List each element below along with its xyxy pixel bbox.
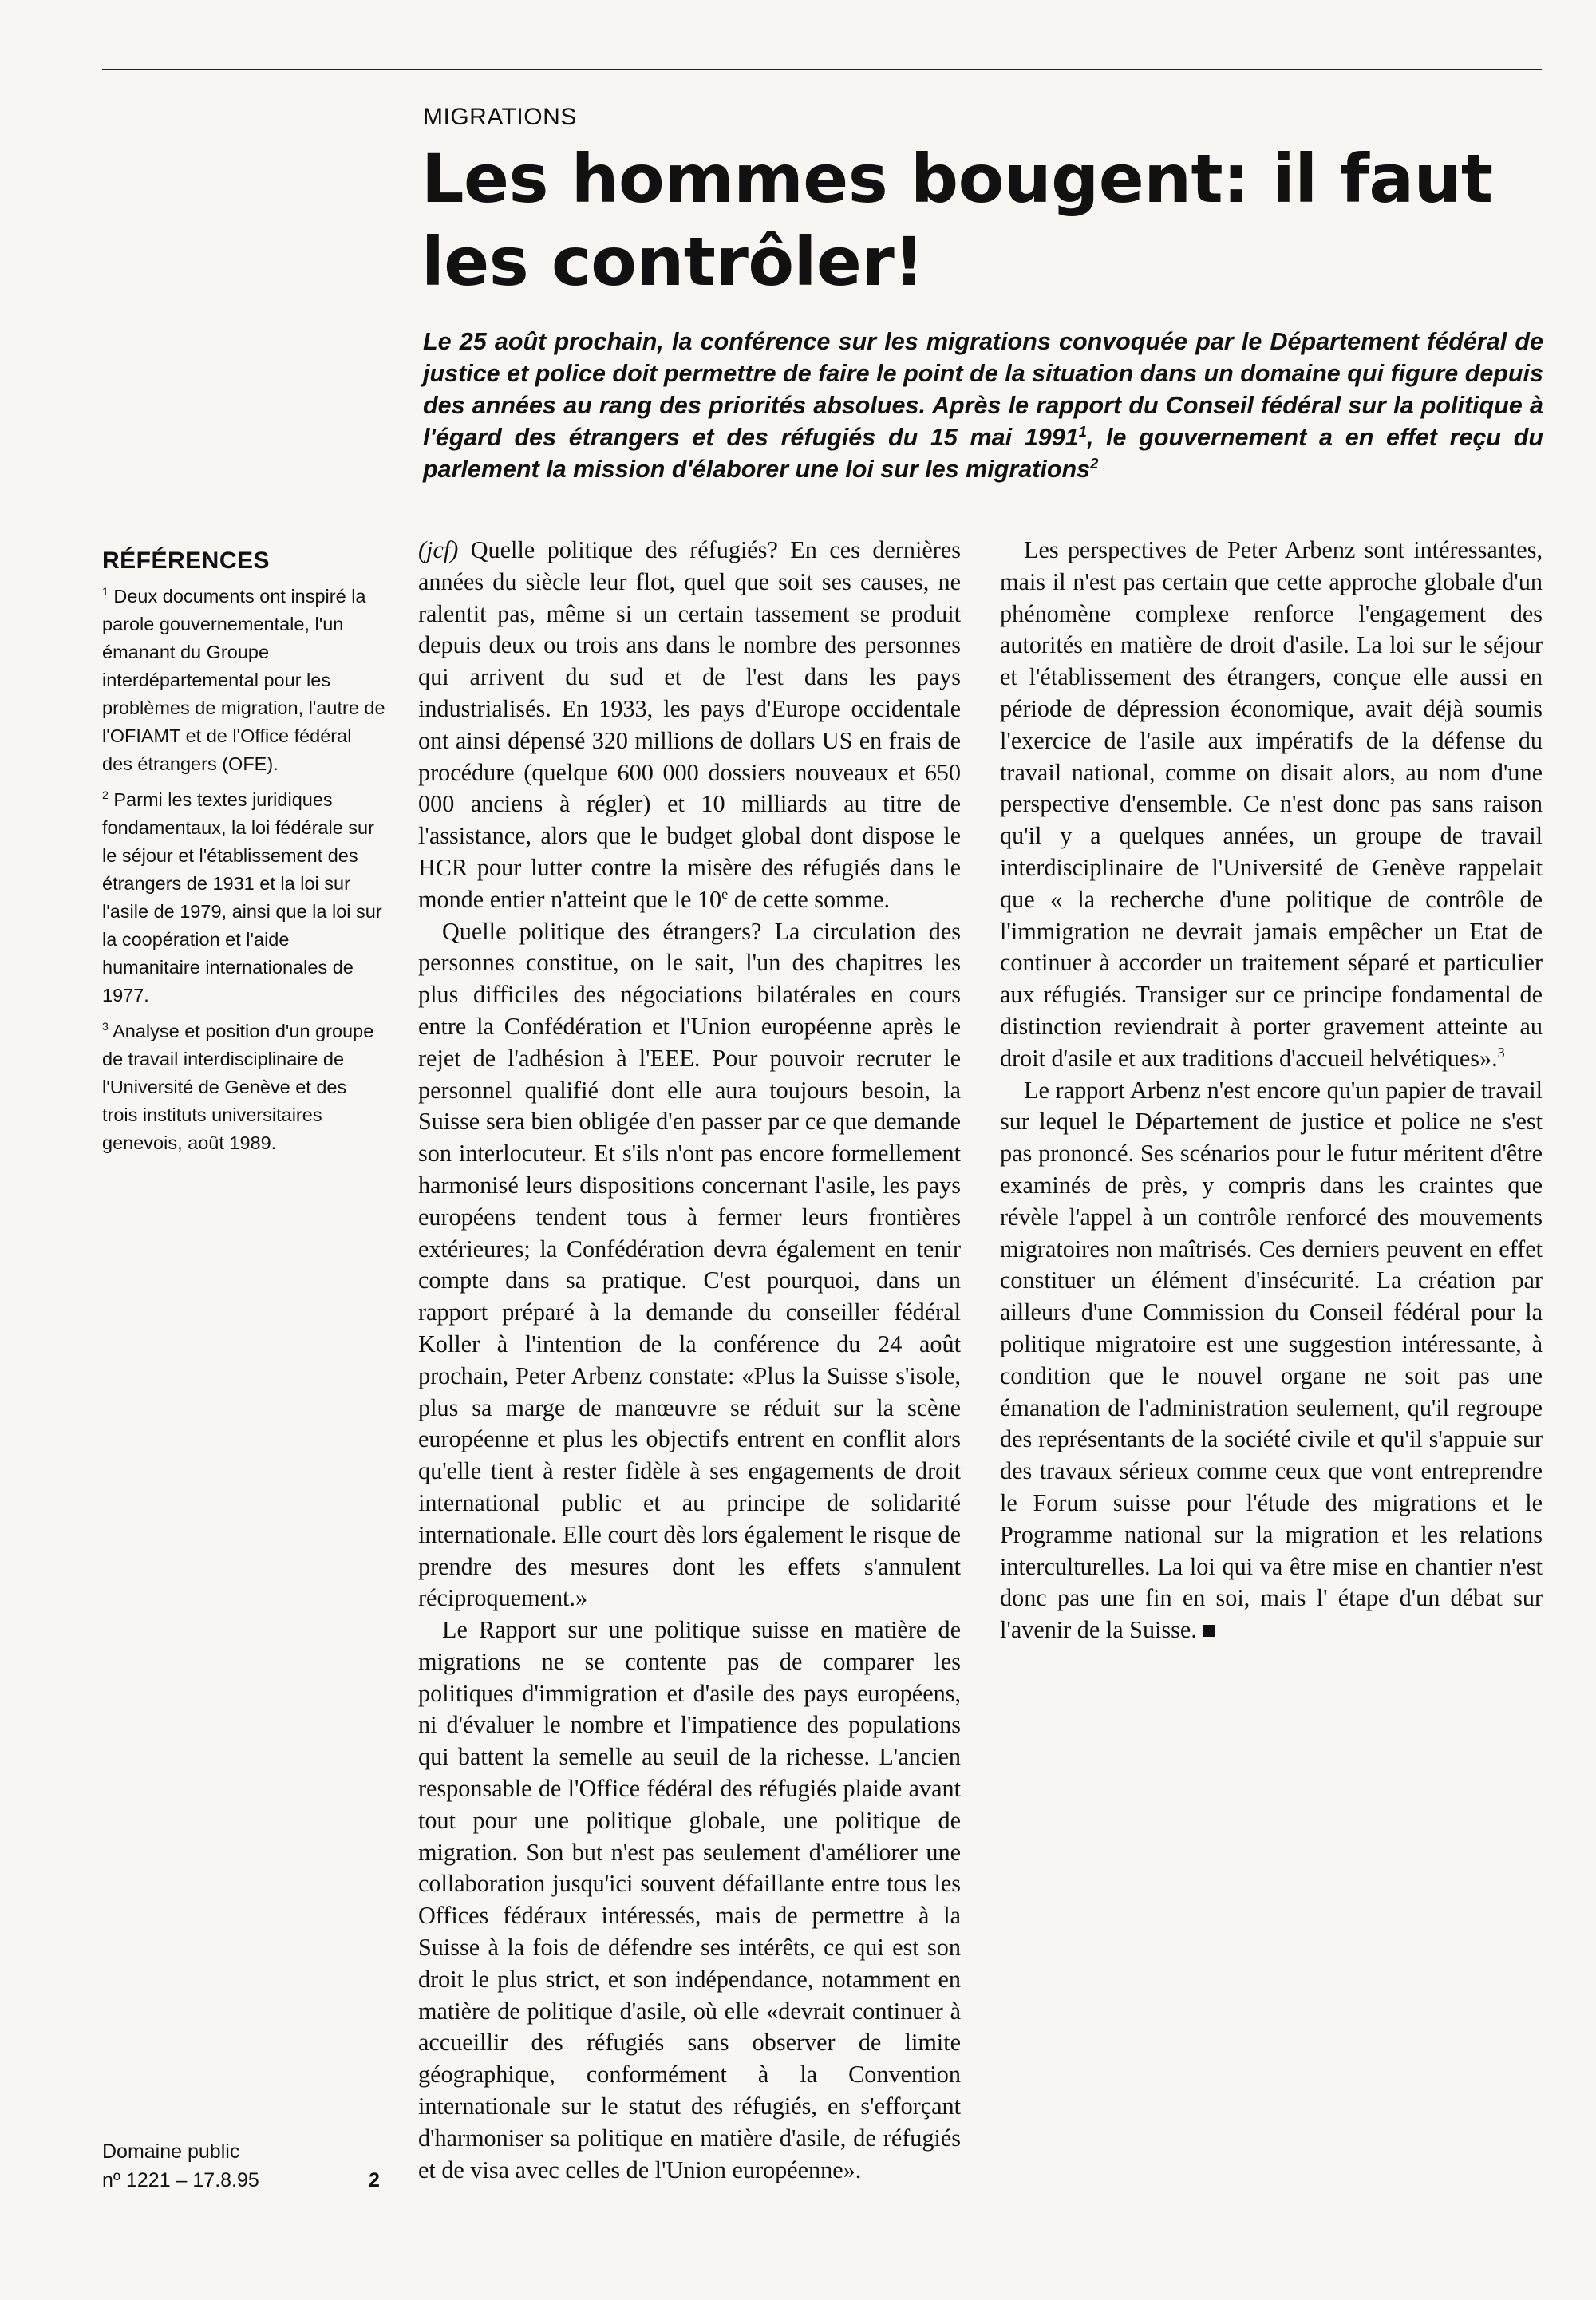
page-number: 2 xyxy=(369,2169,380,2191)
reference-number: 3 xyxy=(102,1020,109,1033)
author-initials: (jcf) xyxy=(418,536,459,563)
lead-text-continued: , le gouvernement a en effet reçu du parlement la mission d'élaborer une loi sur les migrations xyxy=(423,424,1543,483)
paragraph-text: Les perspectives de Peter Arbenz sont intéressantes, mais il n'est pas certain que cette approche globale d'un phénomène complexe renforce l'engagement des autorités en matière de droit d'asile. La loi sur le séjour et l'établissement des étrangers, conçue elle aussi en période de dépression économique, avait déjà soumis l'exercice de l'asile aux impératifs de la défense du travail national, comme on disait alors, au nom d'une perspective d'ensemble. Ce n'est donc pas sans raison qu'il y a quelques années, un groupe de travail interdisciplinaire de l'Université de Genève rappelait que « la recherche d'une politique de contrôle de l'immigration ne devrait jamais empêcher un Etat de continuer à accorder un traitement séparé et particulier aux réfugiés. Transiger sur ce principe fondamental de distinction reviendrait à porter gravement atteinte au droit d'asile et aux traditions d'accueil helvétiques». xyxy=(1000,536,1543,1072)
article-column-1 xyxy=(418,535,961,2186)
lead-text: Le 25 août prochain, la conférence sur les migrations convoquée par le Département fédéral de justice et police doit permettre de faire le point de la situation dans un domaine qui figure depuis des années au rang des priorités absolues. Après le rapport du Conseil fédéral sur la politique à l'égard des étrangers et des réfugiés du 15 mai 1991 xyxy=(423,328,1543,451)
paragraph-text: Quelle politique des réfugiés? En ces dernières années du siècle leur flot, quel que soit ses causes, ne ralentit pas, même si un certain tassement se produit depuis deux ou trois ans dans le nombre des personnes qui arrivent du sud et de l'est dans les pays industrialisés. En 1933, les pays d'Europe occidentale ont ainsi dépensé 320 millions de dollars US en frais de procédure (quelque 600 000 dossiers nouveaux et 650 000 anciens à régler) et 10 milliards au titre de l'assistance, alors que le budget global dont dispose le HCR pour lutter contre la misère des réfugiés dans le monde entier n'atteint que le 10 xyxy=(418,536,961,913)
body-paragraph: Quelle politique des étrangers? La circulation des personnes constitue, on le sait, l'un des chapitres les plus difficiles des négociations bilatérales en cours entre la Confédération et l'Union européenne après le rejet de l'adhésion à l'EEE. Pour pouvoir recruter le personnel qualifié dont elle aura toujours besoin, la Suisse sera bien obligée d'en passer par ce que demande son interlocuteur. Et s'ils n'ont pas encore formellement harmonisé leurs dispositions concernant l'asile, les pays européens tendent tous à fermer leurs frontières extérieures; la Confédération devra également en tenir compte dans sa pratique. C'est pourquoi, dans un rapport préparé à la demande du conseiller fédéral Koller à l'intention de la conférence du 24 août prochain, Peter Arbenz constate: «Plus la Suisse s'isole, plus sa marge de manœuvre se réduit sur la scène européenne et plus les objectifs entrent en conflit alors qu'elle tient à rester fidèle à ses engagements de droit international public et au principe de solidarité internationale. Elle court dès lors également le risque de prendre des mesures dont les effets s'annulent réciproquement.» xyxy=(418,917,961,1612)
publication-name: Domaine public xyxy=(102,2140,240,2163)
reference-note xyxy=(102,583,385,778)
reference-note xyxy=(102,786,385,1010)
reference-number: 1 xyxy=(102,585,109,599)
references-title: RÉFÉRENCES xyxy=(102,547,271,574)
top-rule xyxy=(102,69,1542,70)
article-lead xyxy=(423,326,1543,485)
paragraph-text: de cette somme. xyxy=(728,885,891,913)
lead-footnote-ref-1: 1 xyxy=(1078,422,1087,440)
article-title: Les hommes bougent: il faut les contrôler! xyxy=(421,140,1493,301)
body-paragraph xyxy=(1000,535,1543,1075)
article-column-2 xyxy=(1000,535,1543,1646)
end-of-article-mark xyxy=(1203,1625,1215,1637)
reference-text: Deux documents ont inspiré la parole gouvernementale, l'un émanant du Groupe interdépartemental pour les problèmes de migration, l'autre de l'OFIAMT et de l'Office fédéral des étrangers (OFE). xyxy=(102,586,385,774)
reference-number: 2 xyxy=(102,788,109,802)
reference-note xyxy=(102,1018,385,1157)
superscript: e xyxy=(721,885,729,902)
page-footer xyxy=(102,2137,389,2195)
issue-info: nº 1221 – 17.8.95 xyxy=(102,2169,259,2191)
body-paragraph xyxy=(418,535,961,916)
reference-text: Analyse et position d'un groupe de travail interdisciplinaire de l'Université de Genève et des trois instituts universitaires genevois, août 1989. xyxy=(102,1021,374,1153)
reference-text: Parmi les textes juridiques fondamentaux, la loi fédérale sur le séjour et l'établissement des étrangers de 1931 et la loi sur l'asile de 1979, ainsi que la loi sur la coopération et l'aide humanitaire internationales de 1977. xyxy=(102,789,382,1006)
lead-footnote-ref-2: 2 xyxy=(1090,454,1099,472)
footnote-ref-3: 3 xyxy=(1497,1044,1505,1061)
body-paragraph: Le Rapport sur une politique suisse en matière de migrations ne se contente pas de comparer les politiques d'immigration et d'asile des pays européens, ni d'évaluer le nombre et l'impatience des populations qui battent la semelle au seuil de la richesse. L'ancien responsable de l'Office fédéral des réfugiés plaide avant tout pour une politique globale, une politique de migration. Son but n'est pas seulement d'améliorer une collaboration jusqu'ici souvent défaillante entre tous les Offices fédéraux intéressés, mais de permettre à la Suisse à la fois de défendre ses intérêts, ce qui est son droit le plus strict, et son indépendance, notamment en matière de politique d'asile, où elle «devrait continuer à accueillir des réfugiés sans observer de limite géographique, conformément à la Convention internationale sur le statut des réfugiés, en s'efforçant d'harmoniser sa politique en matière d'asile, de réfugiés et de visa avec celles de l'Union européenne». xyxy=(418,1616,961,2183)
paragraph-text: Le rapport Arbenz n'est encore qu'un papier de travail sur lequel le Département de justice et police ne s'est pas prononcé. Ses scénarios pour le futur méritent d'être examinés de près, y compris dans les craintes que révèle l'appel à un contrôle renforcé des mouvements migratoires non maîtrisés. Ces derniers peuvent en effet constituer un élément d'insécurité. La création par ailleurs d'une Commission du Conseil fédéral pour la politique migratoire est une suggestion intéressante, à condition que le nouvel organe ne soit pas une émanation de l'administration seulement, qu'il regroupe des représentants de la société civile et qu'il s'appuie sur des travaux sérieux comme ceux que vont entreprendre le Forum suisse pour l'étude des migrations et le Programme national sur la migration et les relations interculturelles. La loi qui va être mise en chantier n'est donc pas une fin en soi, mais l' étape d'un débat sur l'avenir de la Suisse. xyxy=(1000,1076,1543,1644)
body-paragraph xyxy=(1000,1075,1543,1646)
references-sidebar xyxy=(102,547,385,1165)
section-kicker: MIGRATIONS xyxy=(423,104,577,130)
